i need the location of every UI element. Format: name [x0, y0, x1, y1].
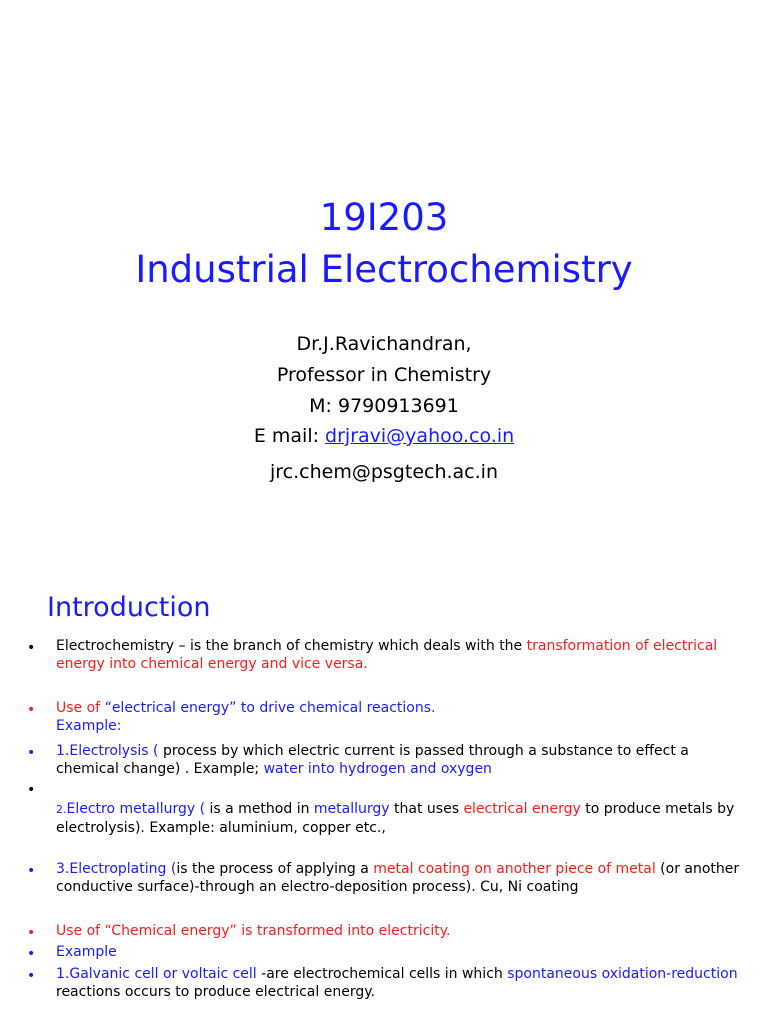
metallurgy-text: is a method in [209, 801, 314, 817]
term-electroplating: Electroplating ( [69, 861, 177, 877]
definition-text: Electrochemistry – is the branch of chemistry which deals with the [56, 638, 527, 654]
bullet: • [27, 946, 36, 962]
author-name: Dr.J.Ravichandran, [296, 333, 472, 355]
slide-heading: Introduction [47, 592, 211, 623]
bullet: • [27, 863, 36, 879]
email-label: E mail: [253, 425, 326, 447]
paragraph-electro-metallurgy [56, 800, 744, 837]
course-code: 19I203 [319, 196, 449, 239]
electroplating-highlight: metal coating on another piece of metal [373, 861, 656, 877]
metallurgy-text: to produce metals by electrolysis). Example: aluminium, copper etc., [56, 801, 735, 836]
paragraph-electrical-energy [56, 699, 744, 735]
use-of-electrical-energy: “electrical energy” to drive chemical reactions. [104, 700, 436, 716]
paragraph-electroplating [56, 860, 744, 896]
term-electrolysis: Electrolysis ( [69, 743, 163, 759]
item-number: 3. [56, 861, 70, 877]
term-galvanic-cell: Galvanic cell or voltaic cell [69, 966, 257, 982]
bullet: • [27, 968, 36, 984]
use-of-lead: Use of [56, 700, 105, 716]
author-position: Professor in Chemistry [276, 364, 492, 386]
galvanic-text: -are electrochemical cells in which [256, 966, 508, 982]
bullet: • [27, 640, 36, 656]
paragraph-electrolysis [56, 742, 744, 778]
definition-highlight: transformation of electrical energy into chemical energy and vice versa. [56, 638, 718, 672]
galvanic-highlight: spontaneous oxidation-reduction [507, 966, 738, 982]
author-email-line [0, 425, 768, 448]
term-metallurgy: metallurgy [313, 801, 390, 817]
bullet: • [27, 782, 36, 798]
email-link[interactable]: drjravi@yahoo.co.in [325, 425, 515, 447]
bullet: • [27, 925, 36, 941]
introduction-slide [0, 575, 768, 1024]
bullet: • [27, 745, 36, 761]
secondary-email: jrc.chem@psgtech.ac.in [270, 461, 498, 483]
term-electro-metallurgy: Electro metallurgy ( [66, 801, 210, 817]
paragraph-galvanic-cell [56, 965, 744, 1001]
example-label: Example: [56, 718, 122, 734]
author-mobile: M: 9790913691 [309, 395, 459, 417]
item-number: 1. [56, 743, 70, 759]
electrolysis-example: water into hydrogen and oxygen [263, 761, 492, 777]
metallurgy-text: that uses [389, 801, 464, 817]
item-number: 2. [56, 803, 67, 816]
paragraph-chemical-energy: Use of “Chemical energy” is transformed into electricity. [56, 923, 451, 939]
bullet: • [27, 702, 36, 718]
course-title: Industrial Electrochemistry [135, 248, 633, 291]
electroplating-text: (or another conductive surface)-through an electro-deposition process). Cu, Ni coating [56, 861, 740, 895]
electrolysis-text: process by which electric current is passed through a substance to effect a chemical change) . Example; [56, 743, 689, 777]
item-number: 1. [56, 966, 70, 982]
paragraph-example: Example [56, 944, 117, 960]
galvanic-text: reactions occurs to produce electrical energy. [56, 984, 375, 1000]
electroplating-text: is the process of applying a [176, 861, 374, 877]
paragraph-definition [56, 637, 744, 673]
metallurgy-highlight: electrical energy [463, 801, 581, 817]
